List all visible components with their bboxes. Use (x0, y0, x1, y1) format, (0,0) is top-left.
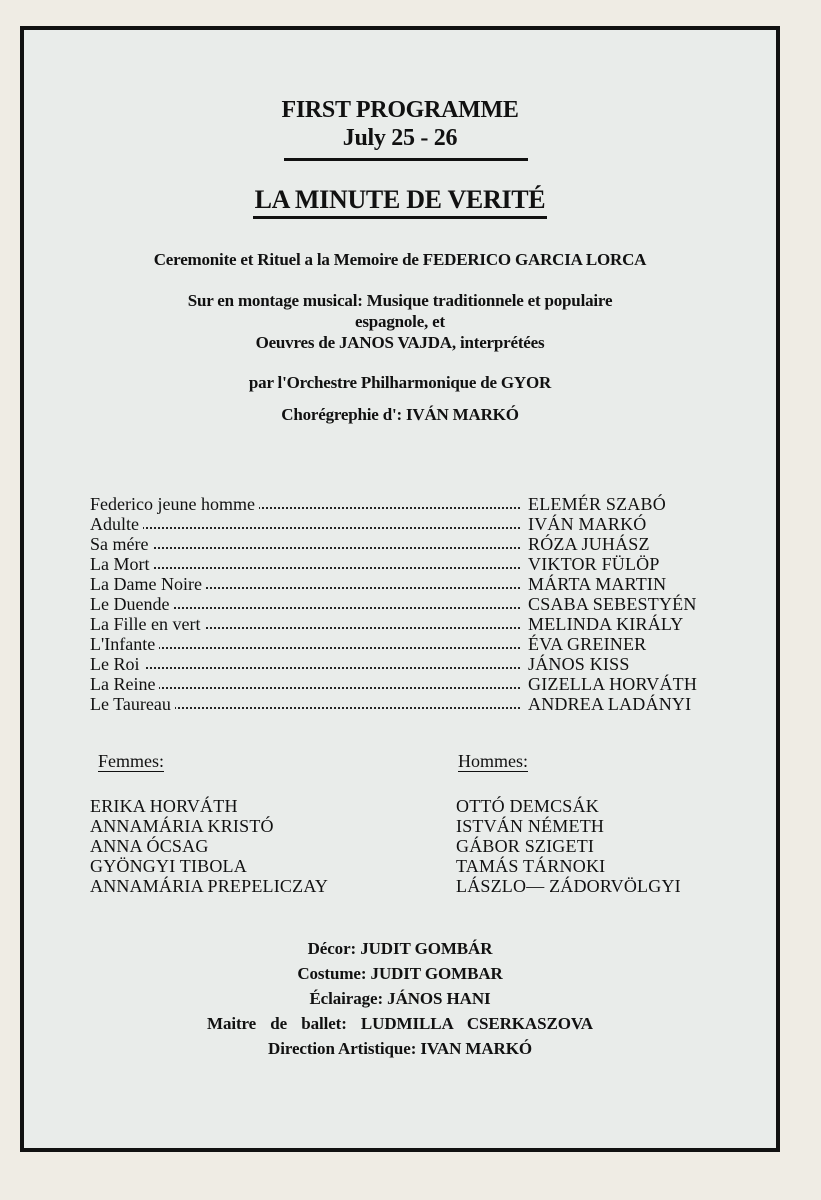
cast-row (90, 574, 730, 594)
cast-actor: CSABA SEBESTYÉN (528, 594, 697, 614)
cast-role: La Reine (90, 674, 159, 694)
cast-actor: MELINDA KIRÁLY (528, 614, 684, 634)
list-item: LÁSZLO— ZÁDORVÖLGYI (456, 876, 681, 896)
cast-actor: RÓZA JUHÁSZ (528, 534, 650, 554)
performance-title (24, 185, 776, 215)
montage-line-2: espagnole, et (355, 312, 445, 331)
credit-costume: Costume: JUDIT GOMBAR (297, 964, 503, 983)
cast-actor: JÁNOS KISS (528, 654, 630, 674)
cast-role: Federico jeune homme (90, 494, 259, 514)
cast-row (90, 534, 730, 554)
cast-role: L'Infante (90, 634, 159, 654)
list-item: OTTÓ DEMCSÁK (456, 796, 599, 816)
montage-line-3: Oeuvres de JANOS VAJDA, interprétées (255, 333, 545, 352)
list-item: GYÖNGYI TIBOLA (90, 856, 247, 876)
cast-actor: IVÁN MARKÓ (528, 514, 647, 534)
credit-ballet-master: Maitre de ballet: LUDMILLA CSERKASZOVA (207, 1014, 593, 1033)
list-item: ANNA ÓCSAG (90, 836, 209, 856)
cast-row (90, 634, 730, 654)
cast-role: La Fille en vert (90, 614, 204, 634)
cast-role: Le Taureau (90, 694, 175, 714)
cast-role: Adulte (90, 514, 143, 534)
programme-heading (24, 96, 776, 152)
list-item: ANNAMÁRIA PREPELICZAY (90, 876, 329, 896)
list-item: TAMÁS TÁRNOKI (456, 856, 606, 876)
list-item: ANNAMÁRIA KRISTÓ (90, 816, 274, 836)
cast-actor: GIZELLA HORVÁTH (528, 674, 698, 694)
hommes-list (456, 796, 681, 896)
cast-role: Le Roi (90, 654, 144, 674)
performance-subtitle: Ceremonite et Rituel a la Memoire de FEDERICO GARCIA LORCA (153, 250, 647, 269)
hommes-heading: Hommes: (458, 751, 528, 771)
programme-heading-dates: July 25 - 26 (342, 125, 458, 151)
cast-role: Le Duende (90, 594, 173, 614)
production-credits (24, 936, 776, 1061)
choreography-line: Chorégrephie d': IVÁN MARKÓ (281, 405, 519, 424)
orchestra-line: par l'Orchestre Philharmonique de GYOR (248, 373, 552, 392)
cast-row (90, 554, 730, 574)
cast-actor: ÉVA GREINER (528, 634, 647, 654)
femmes-list (90, 796, 328, 896)
cast-role: Sa mére (90, 534, 152, 554)
cast-row (90, 614, 730, 634)
cast-actor: ELEMÉR SZABÓ (528, 494, 666, 514)
cast-role: La Mort (90, 554, 153, 574)
cast-row (90, 514, 730, 534)
cast-actor: VIKTOR FÜLÖP (528, 554, 660, 574)
cast-row (90, 494, 730, 514)
cast-list (90, 494, 730, 714)
montage-line-1: Sur en montage musical: Musique traditionnele et populaire (187, 291, 613, 310)
list-item: ISTVÁN NÉMETH (456, 816, 605, 836)
credit-decor: Décor: JUDIT GOMBÁR (307, 939, 493, 958)
programme-page (20, 26, 780, 1152)
cast-row (90, 694, 730, 714)
performance-title-text: LA MINUTE DE VERITÉ (253, 185, 548, 219)
list-item: GÁBOR SZIGETI (456, 836, 595, 856)
list-item: ERIKA HORVÁTH (90, 796, 238, 816)
femmes-heading: Femmes: (98, 751, 164, 771)
cast-actor: MÁRTA MARTIN (528, 574, 667, 594)
cast-row (90, 674, 730, 694)
cast-row (90, 654, 730, 674)
cast-role: La Dame Noire (90, 574, 206, 594)
cast-row (90, 594, 730, 614)
musical-montage (24, 290, 776, 353)
programme-heading-line1: FIRST PROGRAMME (281, 97, 519, 123)
cast-actor: ANDREA LADÁNYI (528, 694, 692, 714)
credit-artistic-direction: Direction Artistique: IVAN MARKÓ (268, 1039, 532, 1058)
credit-lighting: Éclairage: JÁNOS HANI (309, 989, 491, 1008)
heading-divider (284, 158, 528, 161)
